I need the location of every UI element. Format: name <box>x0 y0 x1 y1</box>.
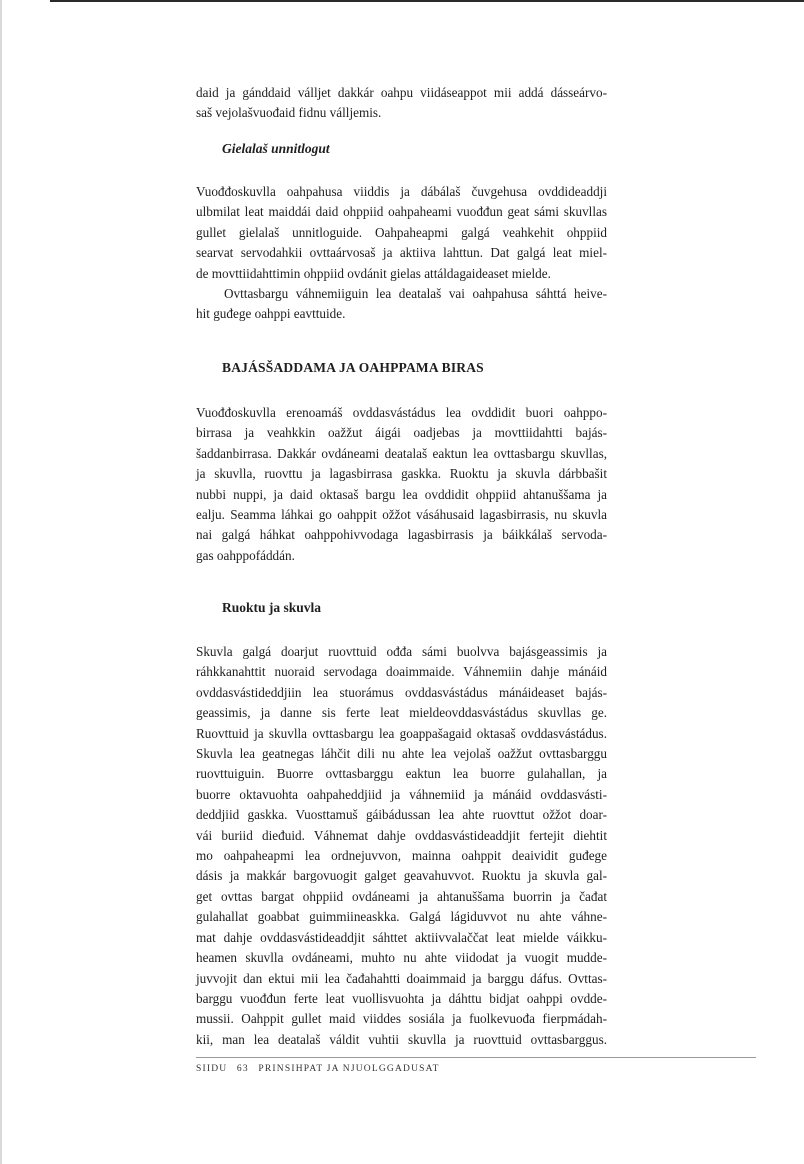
section-heading-language-minorities: Gielalaš unnitlogut <box>222 141 330 156</box>
text-line: gas oahppofáddán. <box>196 547 295 563</box>
text-line: saš vejolašvuođaid fidnu válljemis. <box>196 105 382 121</box>
text-line: Ruovttuid ja skuvlla ovttasbargu lea goappašagaid oktasaš ovddasvástádus. <box>196 725 607 741</box>
text-line: daid ja gánddaid válljet dakkár oahpu viidáseappot mii addá dásseárvo- <box>196 85 607 100</box>
page-number: 63 <box>236 1064 249 1074</box>
text-line: Ovttasbargu váhnemiiguin lea deatalaš vai oahpahusa sáhttá heive- <box>224 286 607 301</box>
text-line: Vuođđoskuvlla oahpahusa viiddis ja dábálaš čuvgehusa ovddideaddji <box>196 184 607 199</box>
text-line: gulahallat goabbat guimmiineaskka. Galgá lágiduvvot nu ahte váhne- <box>196 909 607 925</box>
text-line: buorre oktavuohta oahpaheddjiid ja váhnemiid ja mánáid ovddasvásti- <box>196 786 607 802</box>
section3-paragraph <box>196 642 607 1050</box>
text-line: ovddasvástideddjiin lea stuorámus ovddasvástádus mánáideaset bajás- <box>196 684 607 700</box>
text-line: gullet gielalaš unnitloguide. Oahpaheapmi galgá veahkehit ohppiid <box>196 224 607 240</box>
text-line: birrasa ja veahkkin oažžut áigái oadjebas ja movttiidahtti bajás- <box>196 425 607 441</box>
text-line: de movttiidahttimin ohppiid ovdánit gielas attáldagaideaset mielde. <box>196 265 551 281</box>
footer-label: SIIDU <box>196 1064 228 1074</box>
text-line: šaddanbirrasa. Dakkár ovdáneami deatalaš eaktun lea ovttasbargu skuvllas, <box>196 445 607 461</box>
text-line: juvvojit dan ektui mii lea čađahahtti doaimmaid ja barggu dáfus. Ovttas- <box>196 970 607 986</box>
text-line: Vuođđoskuvlla erenoamáš ovddasvástádus lea ovddidit buori oahppo- <box>196 405 607 420</box>
text-line: hit guđege oahppi eavttuide. <box>196 306 346 322</box>
text-line: Skuvla lea geatnegas láhčit dili nu ahte lea vejolaš oažžut ovttasbarggu <box>196 746 607 762</box>
text-line: nai galgá háhkat oahppohivvodaga lagasbirrasis ja báikkálaš servoda- <box>196 527 607 543</box>
text-line: dásis ja makkár bargovuogit galget geavahuvvot. Ruoktu ja skuvla gal- <box>196 868 607 884</box>
text-line: get ovttas bargat ohppiid ovdáneami ja ahtanuššama buorrin ja čađat <box>196 888 607 904</box>
text-line: kii, man lea deatalaš váldit vuhtii skuvlla ja ruovttuid ovttasbarggus. <box>196 1031 607 1047</box>
text-line: mo oahpaheapmi lea ordnejuvvon, mainna oahppit deaividit guđege <box>196 848 607 864</box>
section1-paragraph-2 <box>196 284 607 325</box>
section1-paragraph-1 <box>196 182 607 284</box>
text-line: mussii. Oahppit gullet maid viiddes sosiála ja fuolkevuođa fierpmádah- <box>196 1011 607 1027</box>
text-line: nubbi nuppi, ja daid oktasaš bargu lea ovddidit ohppiid ahtanuššama ja <box>196 486 607 502</box>
text-line: vái buriid dieđuid. Váhnemat dahje ovddasvástideaddjit fertejit diehtit <box>196 827 607 843</box>
footer-title: PRINSIHPAT JA NJUOLGGADUSAT <box>258 1064 440 1074</box>
footer-divider <box>196 1057 756 1058</box>
text-line: ráhkkanahttit nuoraid servodaga doaimmaide. Váhnemiin dahje mánáid <box>196 664 607 680</box>
text-line: ruovttuiguin. Buorre ovttasbarggu eaktun lea buorre gulahallan, ja <box>196 766 607 782</box>
page-left-edge <box>0 0 2 1164</box>
text-line: barggu vuođđun ferte leat vuollisvuohta ja dáhttu bidjat oahppi ovdde- <box>196 990 607 1006</box>
text-line: geassimis, ja danne sis ferte leat mieldeovddasvástádus skuvllas ge. <box>196 705 607 721</box>
intro-paragraph <box>196 83 607 124</box>
text-line: deddjiid gaskka. Vuosttamuš gáibádussan lea ahte ruovttut ožžot doar- <box>196 807 607 823</box>
section-heading-home-and-school: Ruoktu ja skuvla <box>222 600 322 615</box>
page-footer <box>196 1064 446 1074</box>
text-line: searvat servodahkii ovttaárvosaš ja aktiiva lahttun. Dat galgá leat miel- <box>196 245 607 261</box>
section2-paragraph <box>196 403 607 566</box>
text-line: Skuvla galgá doarjut ruovttuid ođđa sámi buolvva bajásgeassimis ja <box>196 644 607 659</box>
page-top-edge <box>50 0 804 2</box>
text-line: heamen skuvlla ovdáneami, muhto nu ahte viidodat ja vuogit mudde- <box>196 950 607 966</box>
text-line: mat dahje ovddasvástideaddjit sáhttet aktiivvalaččat leat mielde váikku- <box>196 929 607 945</box>
text-line: ja skuvlla, ruovttu ja lagasbirrasa gaskka. Ruoktu ja skuvla dárbbašit <box>196 466 607 482</box>
text-line: ulbmilat leat maiddái daid ohppiid oahpaheami vuođđun geat sámi skuvllas <box>196 204 607 220</box>
text-line: ealju. Seamma láhkai go oahppit ožžot vásáhusaid lagasbirrasis, nu skuvla <box>196 507 607 523</box>
section-heading-learning-environment: BAJÁSŠADDAMA JA OAHPPAMA BIRAS <box>222 360 484 375</box>
